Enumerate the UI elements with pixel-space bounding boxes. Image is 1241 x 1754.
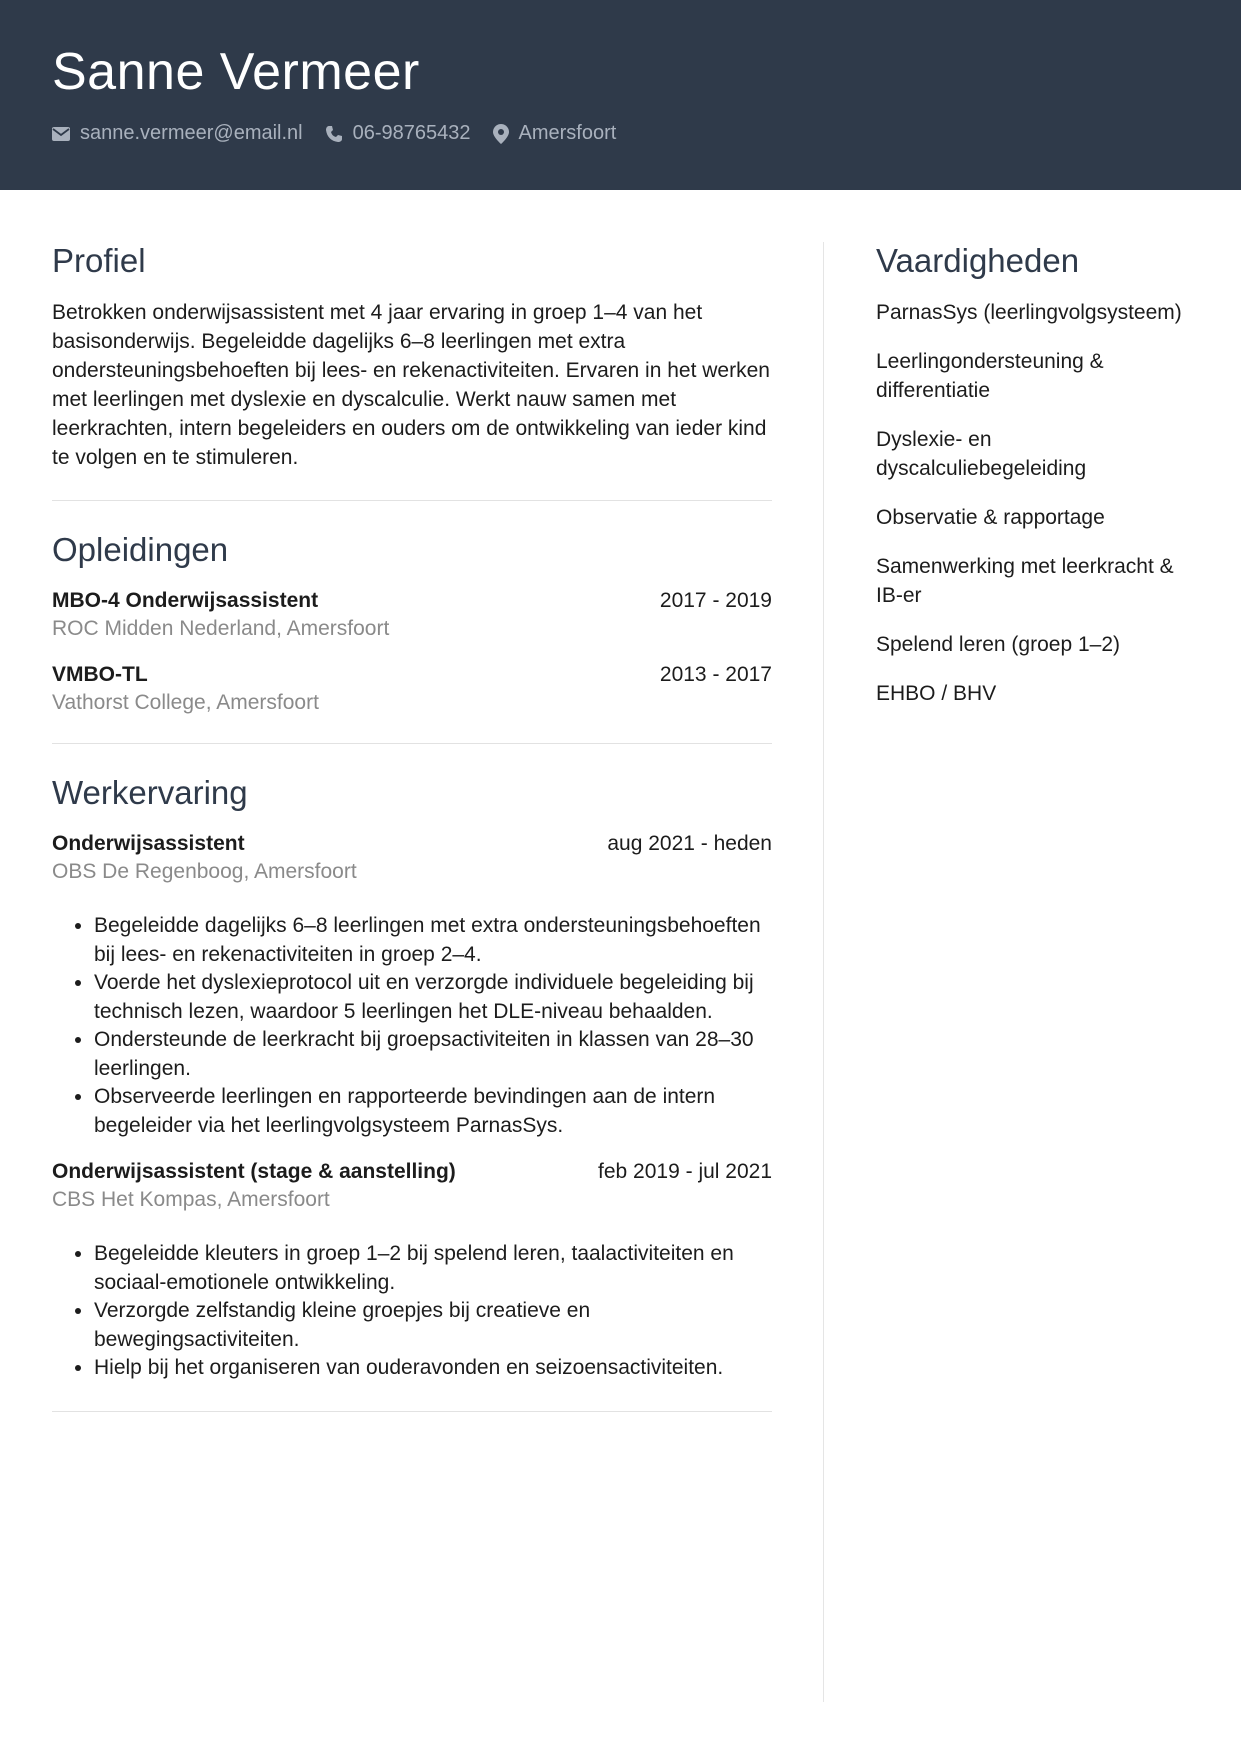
- location-text: Amersfoort: [518, 122, 617, 144]
- skill-item: Observatie & rapportage: [876, 506, 1105, 529]
- section-divider: [52, 1411, 772, 1412]
- job-dates: aug 2021 - heden: [607, 832, 772, 855]
- phone-text: 06-98765432: [352, 122, 471, 144]
- sidebar-column: [876, 242, 1206, 728]
- contact-location: [493, 122, 617, 145]
- skill-item: ParnasSys (leerlingvolgsysteem): [876, 301, 1182, 324]
- bullet-item: • Verzorgde zelfstandig kleine groepjes bij creatieve en bewegingsactiviteiten.: [94, 1297, 772, 1354]
- job-dates: feb 2019 - jul 2021: [598, 1160, 772, 1183]
- education-dates: 2013 - 2017: [659, 663, 772, 686]
- skill-item: Leerlingondersteuning & differentiatie: [876, 350, 1104, 402]
- section-divider: [52, 500, 772, 501]
- job-employer: CBS Het Kompas, Amersfoort: [52, 1188, 330, 1211]
- job-entry: [52, 832, 772, 1140]
- education-school: Vathorst College, Amersfoort: [52, 691, 319, 714]
- email-text: sanne.vermeer@email.nl: [80, 122, 303, 144]
- bullet-item: • Hielp bij het organiseren van ouderavonden en seizoensactiviteiten.: [94, 1354, 772, 1383]
- experience-section: [52, 774, 772, 1412]
- job-bullets: [52, 1240, 772, 1383]
- education-item: [52, 589, 772, 641]
- bullet-item: • Ondersteunde de leerkracht bij groepsactiviteiten in klassen van 28–30 leerlingen.: [94, 1026, 772, 1083]
- skills-list: [876, 298, 1206, 708]
- experience-heading: Werkervaring: [52, 774, 248, 811]
- contact-bar: [52, 122, 638, 145]
- education-heading: Opleidingen: [52, 531, 229, 568]
- contact-email[interactable]: [52, 122, 303, 145]
- job-title: Onderwijsassistent: [52, 832, 245, 855]
- skill-item: Spelend leren (groep 1–2): [876, 633, 1121, 656]
- education-school: ROC Midden Nederland, Amersfoort: [52, 617, 390, 640]
- job-bullets: [52, 912, 772, 1140]
- skill-item: EHBO / BHV: [876, 682, 997, 705]
- job-entry: [52, 1160, 772, 1383]
- skill-item: Samenwerking met leerkracht & IB-er: [876, 555, 1174, 607]
- education-item: [52, 663, 772, 715]
- contact-phone[interactable]: [325, 122, 471, 145]
- job-employer: OBS De Regenboog, Amersfoort: [52, 860, 357, 883]
- bullet-item: • Begeleidde kleuters in groep 1–2 bij spelend leren, taalactiviteiten en sociaal-emotionele ontwikkeling.: [94, 1240, 772, 1297]
- envelope-icon: [52, 127, 70, 141]
- education-title: MBO-4 Onderwijsassistent: [52, 589, 319, 612]
- education-dates: 2017 - 2019: [659, 589, 772, 612]
- profile-heading: Profiel: [52, 242, 146, 279]
- bullet-item: • Observeerde leerlingen en rapporteerde bevindingen aan de intern begeleider via het leerlingvolgsysteem ParnasSys.: [94, 1083, 772, 1140]
- profile-text: Betrokken onderwijsassistent met 4 jaar ervaring in groep 1–4 van het basisonderwijs. Begeleidde dagelijks 6–8 leerlingen met extra ondersteuningsbehoeften bij lees- en rekenactiviteiten. Ervaren in het werken met leerlingen met dyslexie en dyscalculie. Werkt nauw samen met leerkrachten, intern begeleiders en ouders om de ontwikkeling van ieder kind te volgen en te stimuleren.: [52, 301, 770, 469]
- map-pin-icon: [493, 124, 509, 144]
- bullet-item: • Begeleidde dagelijks 6–8 leerlingen met extra ondersteuningsbehoeften bij lees- en rekenactiviteiten in groep 2–4.: [94, 912, 772, 969]
- column-divider: [823, 242, 824, 1702]
- candidate-name: Sanne Vermeer: [52, 43, 420, 101]
- skill-item: Dyslexie- en dyscalculiebegeleiding: [876, 428, 1087, 480]
- main-column: [52, 242, 772, 1412]
- education-title: VMBO-TL: [52, 663, 148, 686]
- phone-icon: [325, 125, 343, 143]
- bullet-item: • Voerde het dyslexieprotocol uit en verzorgde individuele begeleiding bij technisch lezen, waardoor 5 leerlingen het DLE-niveau behaalden.: [94, 969, 772, 1026]
- education-section: [52, 531, 772, 744]
- job-title: Onderwijsassistent (stage & aanstelling): [52, 1160, 456, 1183]
- cv-header: [0, 0, 1241, 190]
- skills-heading: Vaardigheden: [876, 242, 1080, 279]
- profile-section: [52, 242, 772, 501]
- section-divider: [52, 743, 772, 744]
